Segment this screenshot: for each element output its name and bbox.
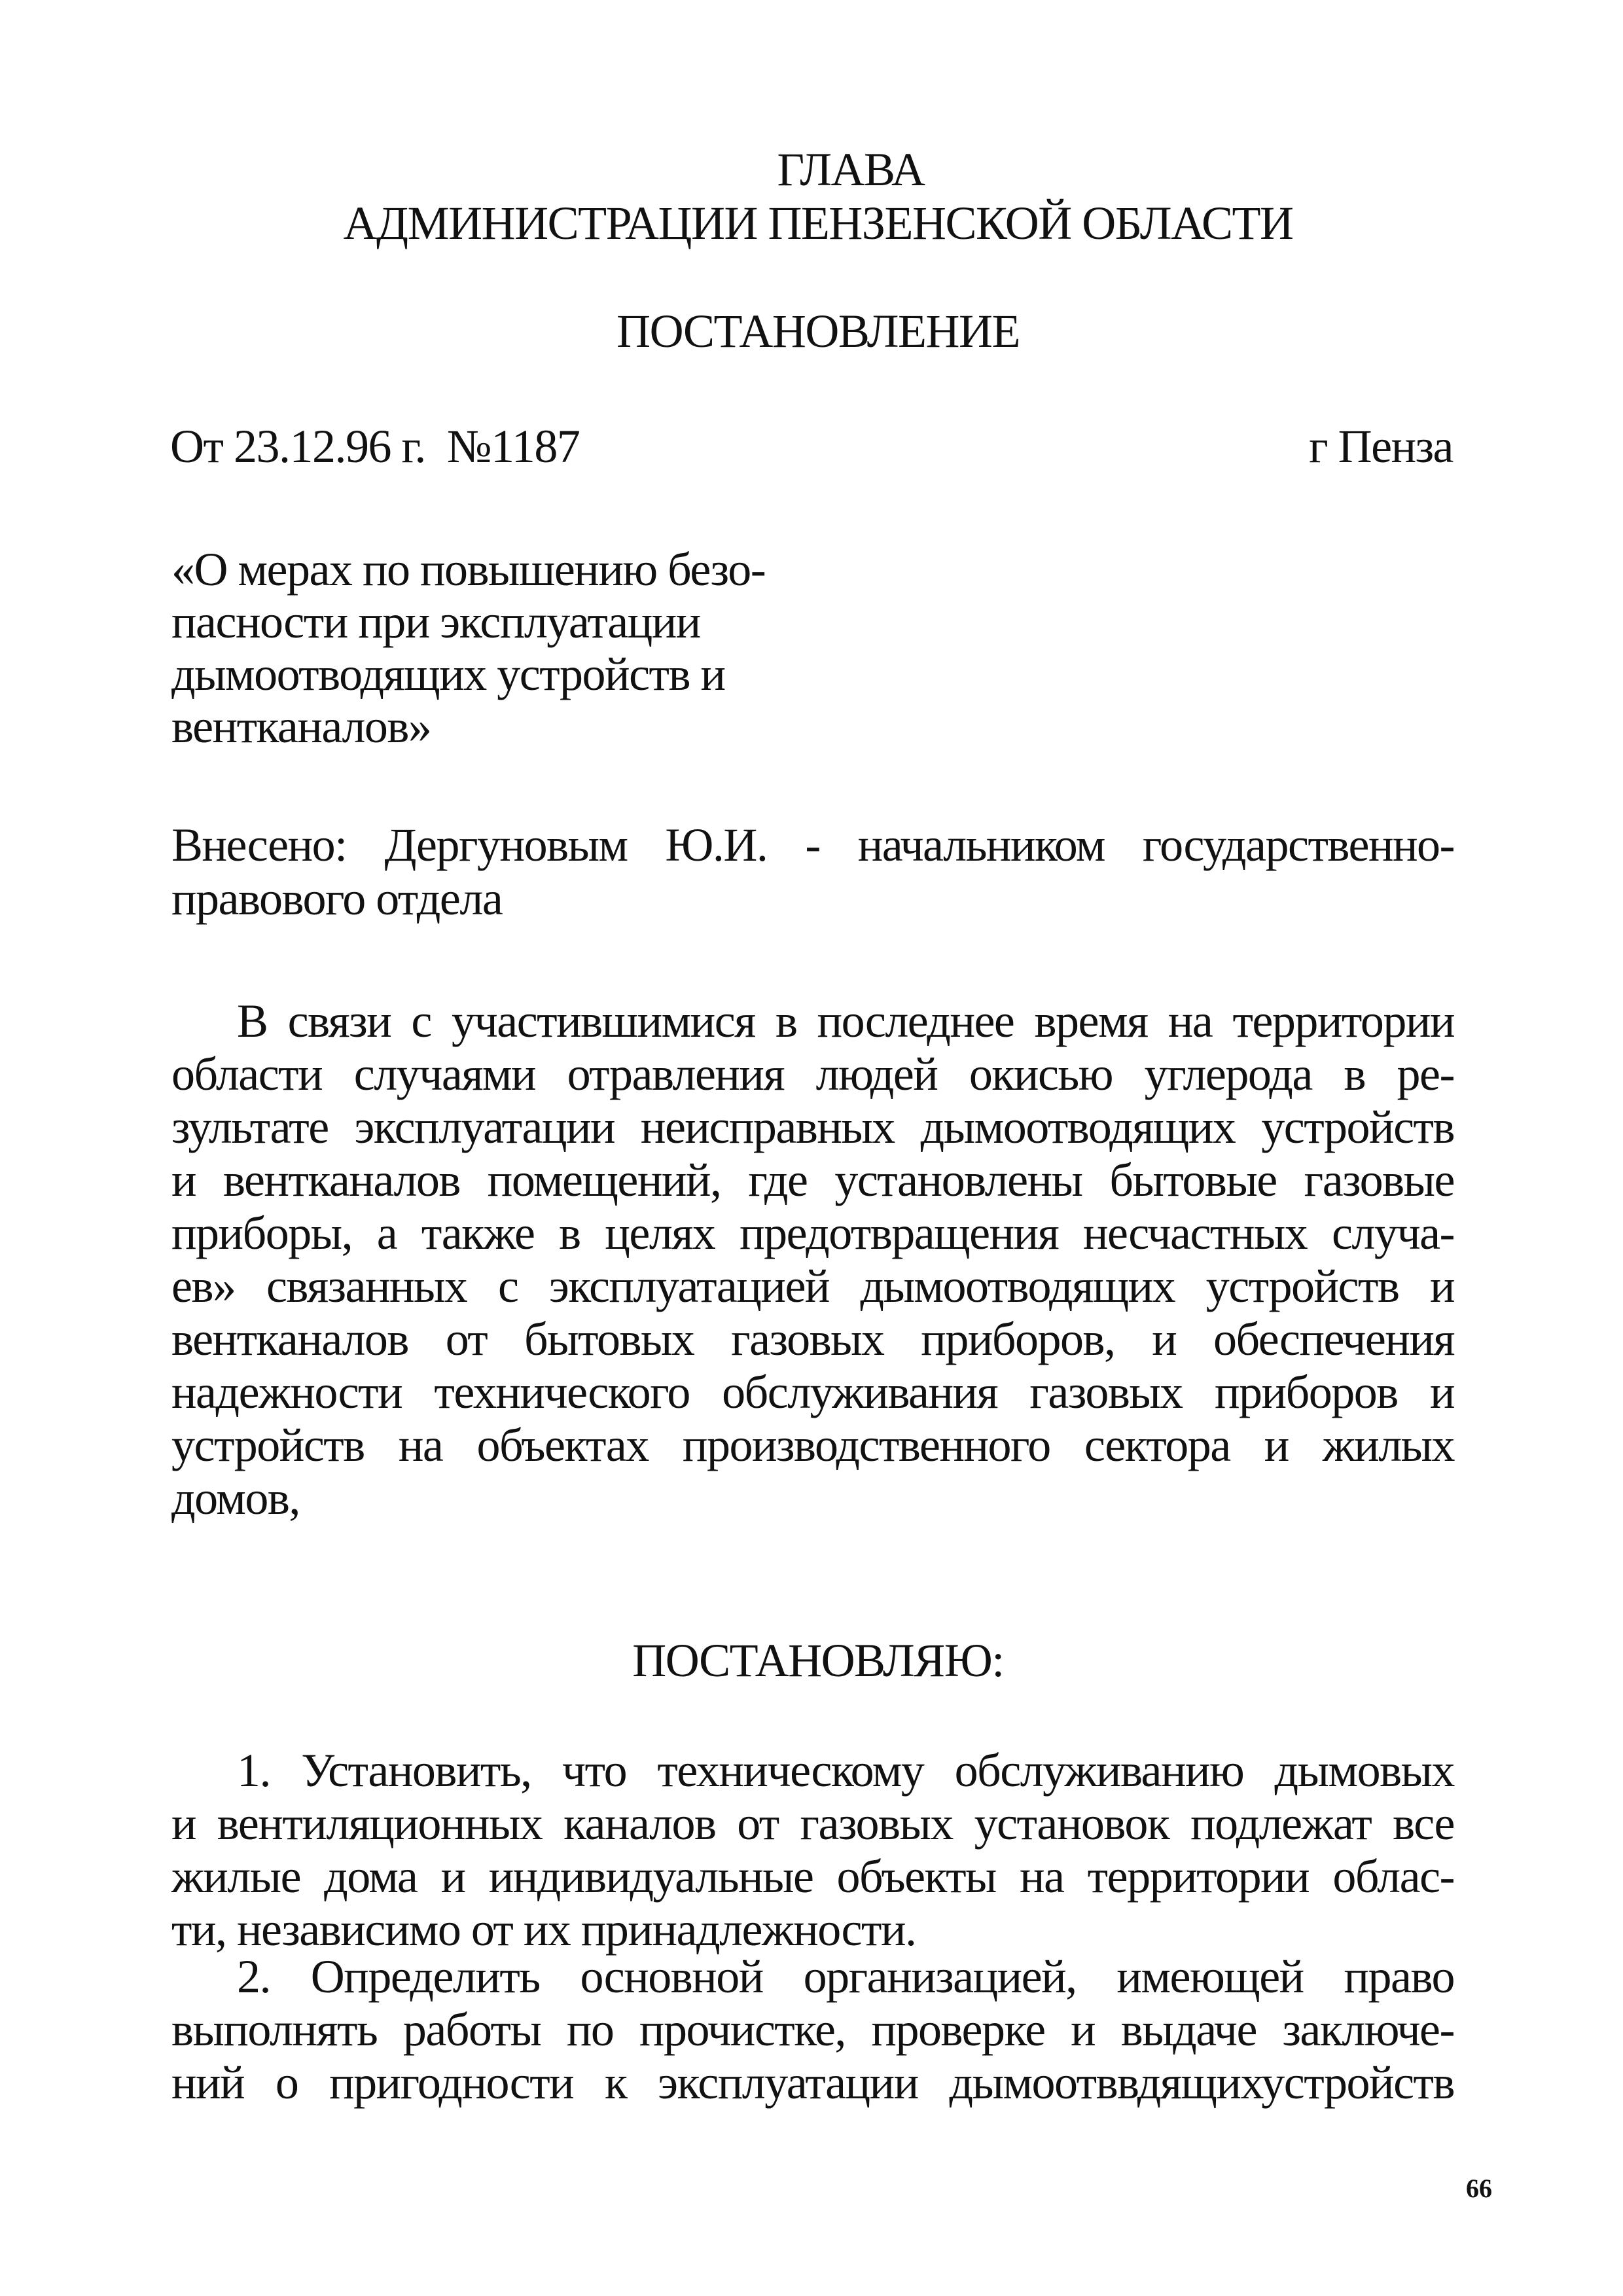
item-line: 1. Установить, что техническому обслуживанию дымовых bbox=[237, 1744, 1454, 1797]
decree-heading: ПОСТАНОВЛЯЮ: bbox=[632, 1634, 1004, 1687]
preamble-line: устройств на объектах производственного сектора и жилых bbox=[171, 1419, 1454, 1471]
item-line: ти, независимо от их принадлежности. bbox=[171, 1903, 916, 1956]
preamble-line: надежности технического обслуживания газовых приборов и bbox=[171, 1366, 1454, 1418]
preamble-line: и вентканалов помещений, где установлены бытовые газовые bbox=[171, 1154, 1454, 1206]
item-line: 2. Определить основной организацией, имеющей право bbox=[237, 1950, 1454, 2003]
preamble-line: В связи с участившимися в последнее время на территории bbox=[237, 995, 1454, 1047]
subject-line: дымоотводящих устройств и bbox=[171, 648, 725, 700]
page-number: 66 bbox=[1466, 2174, 1492, 2203]
preamble-line: домов, bbox=[171, 1472, 300, 1524]
document-subject bbox=[171, 543, 891, 753]
subject-line: вентканалов» bbox=[171, 700, 431, 753]
preamble-line: области случаями отравления людей окисью углерода в ре- bbox=[171, 1048, 1454, 1100]
authority-title-line: ГЛАВА bbox=[777, 143, 925, 196]
preamble-line: вентканалов от бытовых газовых приборов, и обеспечения bbox=[171, 1313, 1454, 1365]
subject-line: пасности при эксплуатации bbox=[171, 596, 700, 648]
preamble-line: ев» связанных с эксплуатацией дымоотводящих устройств и bbox=[171, 1260, 1454, 1312]
introduced-line: правового отдела bbox=[171, 872, 503, 925]
introduced-by bbox=[171, 818, 1454, 925]
item-line: жилые дома и индивидуальные объекты на территории облас- bbox=[171, 1850, 1454, 1903]
authority-name-line: АДМИНИСТРАЦИИ ПЕНЗЕНСКОЙ ОБЛАСТИ bbox=[343, 197, 1293, 249]
item-line: выполнять работы по прочистке, проверке и выдаче заключе- bbox=[171, 2003, 1454, 2056]
introduced-line: Внесено: Дергуновым Ю.И. - начальником государственно- bbox=[171, 819, 1454, 871]
document-city: г Пенза bbox=[1309, 420, 1453, 473]
subject-line: «О мерах по повышению безо- bbox=[171, 543, 766, 596]
issuing-authority-heading bbox=[0, 143, 1623, 250]
item-line: и вентиляционных каналов от газовых установок подлежат все bbox=[171, 1797, 1454, 1850]
date-number-row bbox=[170, 420, 1453, 478]
preamble-line: приборы, а также в целях предотвращения несчастных случа- bbox=[171, 1207, 1454, 1259]
item-line: ний о пригодности к эксплуатации дымоотввдящихустройств bbox=[171, 2056, 1454, 2109]
decree-item-1 bbox=[171, 1744, 1454, 1956]
preamble-paragraph bbox=[171, 995, 1454, 1525]
preamble-line: зультате эксплуатации неисправных дымоотводящих устройств bbox=[171, 1101, 1454, 1153]
document-type-heading: ПОСТАНОВЛЕНИЕ bbox=[616, 305, 1020, 357]
decree-item-2 bbox=[171, 1950, 1454, 2109]
document-date-number: От 23.12.96 г. №1187 bbox=[170, 420, 580, 473]
